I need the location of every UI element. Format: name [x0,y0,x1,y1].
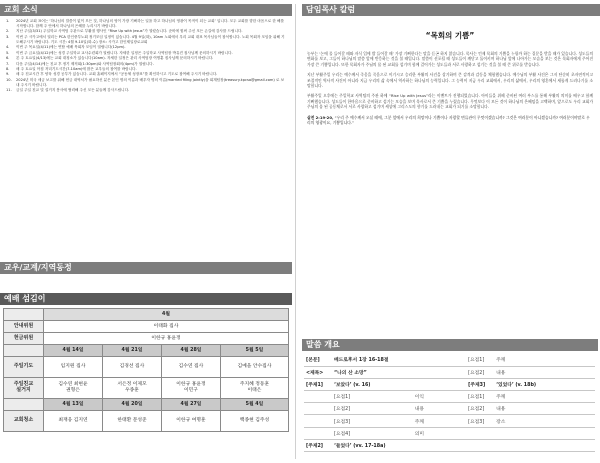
outline-spacer [304,403,332,415]
outline-point-label: [요점3] [466,415,494,427]
notice-number: 4. [6,45,10,50]
church-news-header: 교회 소식 [0,4,292,16]
notice-text: 이번 주 시카고에서 열리는 PCA 한인중부노회 정기모임 일정이 있습니다. 4월 9일(화), 10am 노회에서 우리 교회 대표 목사님들이 참석합니다. 노회 목회자 모임을 위해 기도해주시기 바랍니다. 기도 시간: 4월 9-10일(화-수) 장소: 시카고 한인제일장로교회 [16,34,285,44]
notice-text: 이번 주 목요일(4/11)에는 연합 예배 목회자 모임이 열립니다(12pm). [16,45,126,50]
date-cell: 4월 21일 [102,345,161,357]
worship-servers-header: 예배 섬김이 [0,293,292,305]
guide-value: 이태화 집사 [44,321,289,333]
notice-list [0,16,292,93]
outline-spacer [494,427,595,439]
outline-spacer [304,427,332,439]
worship-rota [0,306,292,432]
outline-text-tag: [본문] [304,354,332,366]
outline-point-value: 내용 [494,403,595,415]
notice-item [6,45,286,50]
lunch-cell [44,378,103,399]
notice-item [6,35,286,45]
notice-number: 3. [6,34,10,39]
lunch-line: 주지혜 정동훈 [239,382,270,388]
scripture-quote [307,115,593,126]
guide-label: 안내위원 [4,321,44,333]
clean-cell: 최재웅 김지연 [44,411,103,432]
lunch-cell [220,378,288,399]
outline-point-value: 이익 [413,391,466,403]
notice-item [6,88,286,93]
outline-point-value: 내용 [494,366,595,378]
outline-point-value: 의미 [413,427,466,439]
outline-point-value: 장소 [494,415,595,427]
notice-number: 10. [6,77,12,82]
outline-title: “나의 산 소망” [332,366,466,378]
verse-reference: 살전 2:19-20, [307,114,334,120]
lunch-line: 이한규 홍윤정 [176,382,206,388]
prayer-cell: 김수연 집사 [161,357,220,378]
outline-theme-tag: [주제1] [304,378,332,390]
notice-text: 본 주 토요일(4/13)에는 교회 대청소가 있습니다(10am). 자세한 일정은 관리 사역팀장 여명훈 집사님께 문의하시기 바랍니다. [16,56,214,61]
notice-text: 이번 주 금요일(4/12)에는 성경 주일학교 교사수련회가 열립니다. 자세한 일정은 주일학교 사역팀장 박유진 집사님께 문의하시기 바랍니다. [16,50,233,55]
pastor-column-header: 담임목사 칼럼 [302,4,600,16]
notice-item [6,62,286,67]
notice-text: 매 주 토요일 아침 저녁기도시간(7-10am)에 많은 교우들의 참여를 바랍니다. [16,66,137,71]
column-paragraph: 부활주일 오후에는 주일학교 사역팀의 주관 하에 “Rise Up with Jesus”라는 이벤트가 진행되었습니다. 아이들을 위해 준비된 여러 부스를 통해 부활의 의미를 배우고 함께 기뻐했습니다. 성도들이 한마음으로 준비하고 섬기는 모습을 보며 목사로서 큰 기쁨을 누렸습니다. 무엇보다 이 모든 것이 하나님의 은혜임을 고백하며, 앞으로도 우리 교회가 주님의 몸 된 공동체로서 서로 사랑하고 섬기며 세상에 그리스도의 향기를 드러내는 교회가 되기를 소망합니다. [307,93,593,110]
sermon-outline-header: 말씀 개요 [302,339,598,351]
outline-point-label: [요점2] [332,403,413,415]
sermon-outline [300,352,600,452]
outline-point-label: [요점1] [332,391,413,403]
notice-text: 2024년 교회 표어는 ‘하나님의 말씀이 없이 모든 것, 하나님의 영이 가장 기뻐하는 일을 하고 하나님의 영광이 목적이 되는 교회’ 입니다. 모두 교회를 향한 마음으로 한 해를 시작합니다. 함께 주 안에서 하나님의 은혜를 누리시기 바랍니다. [16,19,284,29]
rota-empty-cell [4,399,44,411]
column-body [300,51,600,125]
notice-number: 1. [6,19,10,23]
outline-point-value: 주께 [494,354,595,366]
outline-spacer [304,415,332,427]
outline-theme-tag: [주제3] [466,378,494,390]
outline-point-label: [요점2] [466,366,494,378]
lunch-line: 김수연 최현윤 [58,382,88,388]
outline-point-label: [요점1] [466,391,494,403]
outline-point-value: 내용 [413,403,466,415]
rota-month: 4월 [44,309,289,321]
verse-text: “우리 주 예수께서 오실 때에, 그분 앞에서 우리의 희망이나 기쁨이나 자랑할 면류관이 무엇이겠습니까? 그것은 여러분이 아니겠습니까? 여러분이야말로 우리의 영광이요, 기쁨입니다.” [307,114,590,126]
column-paragraph: 지난 부활주일 우리는 예수께서 죽음을 죽음으로 이기시고 승리한 부활의 사건을 상기하며 큰 감격과 감동을 체험했습니다. 예수님의 부활 사건은 그저 단순히 초자연적이고 조절적인 역사적 사건이 아니라 지금 우리의 삶 속에서 역사하는 하나님의 능력입니다. 그 능력이 지금 우리 교회에서, 우리의 삶에서, 우리의 영혼에서 새롭게 드러나기를 소망합니다. [307,72,593,89]
notice-number: 11. [6,88,12,93]
outline-spacer [304,391,332,403]
notice-text: 매 주 친교시간 후 양육 성경 공부가 있습니다. 교회 홈페이지에서 “공동체 성장표”를 확인하시고 기도로 참여해 주시기 바랍니다. [16,72,218,77]
notice-number: 5. [6,50,10,55]
lunch-line: 우종훈 [125,388,139,393]
column-divider [295,4,296,459]
lunch-line: 이민구 [184,388,198,393]
outline-theme: ‘있었다’ (v. 18b) [494,378,595,390]
notice-number: 2. [6,29,10,34]
outline-text: 베드로후서 1장 16-18절 [332,354,466,366]
date-cell: 4월 13일 [44,399,103,411]
date-cell: 5월 5일 [220,345,288,357]
notice-item [6,29,286,34]
clean-cell: 백종현 김주성 [220,411,288,432]
outline-point-label: [요점3] [332,415,413,427]
lunch-cell [102,378,161,399]
notice-text: 2024년 미국 세금 보고를 위해 헌금 내역서가 필요하신 분은 본인 명의 이름과 배우자 명의 이름(married filing jointly)을 회계팀장(treasury.kpcsa@gmail.com) 로 보내 주시기 바랍니다. [16,77,285,87]
clean-cell: 이한규 여명훈 [161,411,220,432]
column-paragraph: 농부는 ‘논에 물 들어갈 때와 자식 입에 밥 들어갈 때’ 가장 기뻐한다는 말을 듣곤 하지 않습니다. 목사는 언제 목회의 기쁨을 누릴까 하는 질문을 받을 때가 있습니다. 성도들의 변화를 보고, 그들이 하나님의 말씀 앞에 반응하는 것을 볼 때입니다. 말씀이 선포될 때 성도들이 깨닫고 돌이키며 하나님 앞에 나아가는 모습을 보는 것은 목회자에게 주어진 가장 큰 기쁨입니다. 또한 목회자가 주님의 몸 된 교회를 섬기며 함께 걸어가는 성도들과 서로 사랑하고 섬기는 것을 볼 때 큰 위로를 받습니다. [307,51,593,67]
prayer-label: 주일기도 [4,357,44,378]
notice-item [6,56,286,61]
notice-number: 8. [6,66,10,71]
outline-title-tag: <제목> [304,366,332,378]
lunch-cell [161,378,220,399]
notice-number: 7. [6,61,10,66]
outline-point-label: [요점4] [332,427,413,439]
date-cell: 4월 14일 [44,345,103,357]
notice-item [6,78,286,88]
notice-item [6,19,286,29]
notice-text: 다음 주일(4/14)에는 친교 후 정기 제직회(1:30pm)와 사역팀장회의(4pm)가 열립니다. [16,61,154,66]
column-title: “목회의 기쁨” [425,31,475,40]
rota-empty-cell [4,309,44,321]
date-cell: 5월 4일 [220,399,288,411]
clean-label: 교회청소 [4,411,44,432]
lunch-line: 권형은 [66,388,80,393]
outline-point-label: [요점1] [466,354,494,366]
notice-number: 9. [6,72,10,77]
notice-text: 금일 주일 친교 및 설거지 봉사에 협력해 주신 모든 분들께 감사드립니다. [16,88,130,93]
prayer-cell: 김예을 안수집사 [220,357,288,378]
rota-empty-cell [4,345,44,357]
date-cell: 4월 20일 [102,399,161,411]
notice-number: 6. [6,56,10,61]
outline-spacer [466,427,494,439]
offering-value: 이한규 홍윤정 [44,333,289,345]
date-cell: 4월 27일 [161,399,220,411]
rota-table [3,308,289,432]
ministry-news-header: 교우/교계/지역동정 [0,262,292,274]
outline-table [304,354,595,452]
notice-item [6,72,286,77]
lunch-line: 이태은 [247,388,262,393]
left-column [0,0,292,463]
notice-text: 지난 주일(3/31) 주일학교 사역팀 주관으로 부활절 행사인 “Rise Up with Jesus”가 열렸습니다. 준비에 힘써 주신 모든 손길에 감사를 드립니다. [16,29,243,34]
outline-theme-tag: [주제2] [304,439,332,451]
outline-point-label: [요점2] [466,403,494,415]
outline-theme: ‘들었다’ (vv. 17-18a) [332,439,595,451]
clean-cell: 한태환 문성준 [102,411,161,432]
right-column [300,0,600,463]
lunch-line: 서은정 이제모 [117,382,147,388]
prayer-cell: 임지원 집사 [44,357,103,378]
prayer-cell: 김경선 집사 [102,357,161,378]
outline-point-value: 주께 [494,391,595,403]
offering-label: 헌금위원 [4,333,44,345]
outline-theme: ‘보았다’ (v. 16) [332,378,466,390]
outline-point-value: 주께 [413,415,466,427]
lunch-label: 주일친교 설거지 [4,378,44,399]
date-cell: 4월 28일 [161,345,220,357]
